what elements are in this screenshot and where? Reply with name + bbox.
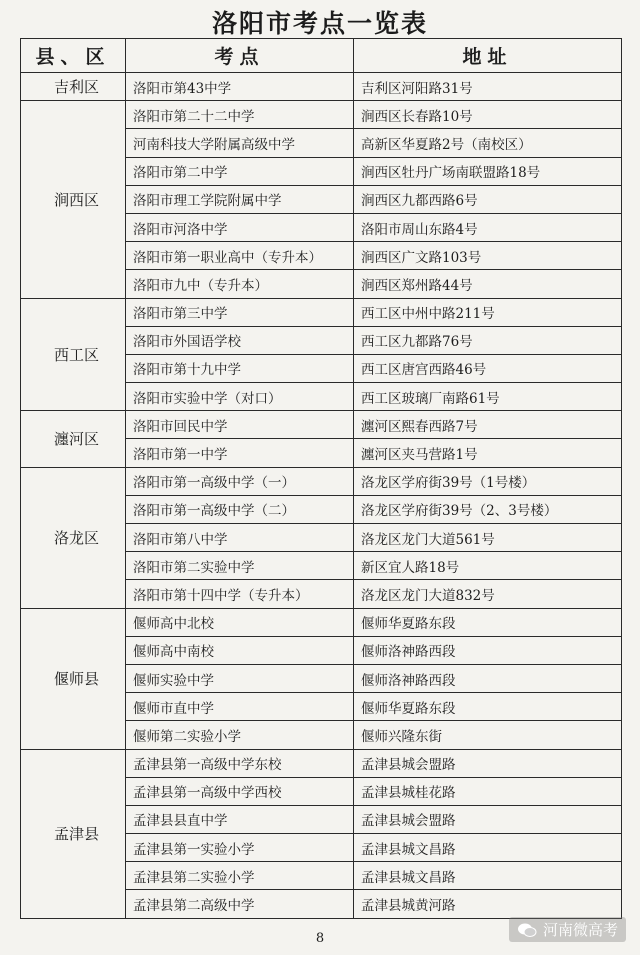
site-cell: 洛阳市第二中学 <box>126 157 354 185</box>
address-cell: 孟津县城文昌路 <box>354 834 622 862</box>
header-site: 考点 <box>126 39 354 73</box>
site-cell: 偃师第二实验小学 <box>126 721 354 749</box>
district-cell: 孟津县 <box>21 749 126 918</box>
address-cell: 西工区中州中路211号 <box>354 298 622 326</box>
site-cell: 洛阳市第43中学 <box>126 73 354 101</box>
table-row <box>21 101 622 129</box>
address-cell: 孟津县城文昌路 <box>354 862 622 890</box>
site-cell: 洛阳市河洛中学 <box>126 213 354 241</box>
page-number: 8 <box>315 931 325 946</box>
table-row <box>21 298 622 326</box>
address-cell: 偃师华夏路东段 <box>354 693 622 721</box>
address-cell: 瀍河区熙春西路7号 <box>354 411 622 439</box>
site-cell: 洛阳市第十九中学 <box>126 354 354 382</box>
address-cell: 孟津县城会盟路 <box>354 805 622 833</box>
address-cell: 西工区玻璃厂南路61号 <box>354 383 622 411</box>
address-cell: 涧西区广文路103号 <box>354 242 622 270</box>
exam-sites-table <box>20 38 622 919</box>
address-cell: 洛龙区学府街39号（1号楼） <box>354 467 622 495</box>
site-cell: 孟津县第一高级中学西校 <box>126 777 354 805</box>
table-row <box>21 749 622 777</box>
site-cell: 孟津县县直中学 <box>126 805 354 833</box>
district-cell: 洛龙区 <box>21 467 126 608</box>
address-cell: 偃师洛神路西段 <box>354 664 622 692</box>
site-cell: 洛阳市第一中学 <box>126 439 354 467</box>
header-district: 县、区 <box>21 39 126 73</box>
watermark-text: 河南微高考 <box>542 921 618 939</box>
address-cell: 洛阳市周山东路4号 <box>354 213 622 241</box>
site-cell: 洛阳市第二十二中学 <box>126 101 354 129</box>
address-cell: 涧西区九都西路6号 <box>354 185 622 213</box>
address-cell: 偃师兴隆东街 <box>354 721 622 749</box>
table-header-row <box>21 39 622 73</box>
header-address: 地址 <box>354 39 622 73</box>
address-cell: 孟津县城桂花路 <box>354 777 622 805</box>
address-cell: 偃师华夏路东段 <box>354 608 622 636</box>
site-cell: 孟津县第二高级中学 <box>126 890 354 918</box>
address-cell: 孟津县城会盟路 <box>354 749 622 777</box>
watermark <box>509 917 626 942</box>
site-cell: 洛阳市第十四中学（专升本） <box>126 580 354 608</box>
table-row <box>21 467 622 495</box>
site-cell: 偃师实验中学 <box>126 664 354 692</box>
site-cell: 洛阳市九中（专升本） <box>126 270 354 298</box>
address-cell: 孟津县城黄河路 <box>354 890 622 918</box>
site-cell: 偃师市直中学 <box>126 693 354 721</box>
site-cell: 洛阳市理工学院附属中学 <box>126 185 354 213</box>
address-cell: 西工区九都路76号 <box>354 326 622 354</box>
site-cell: 偃师高中北校 <box>126 608 354 636</box>
wechat-icon <box>517 922 537 938</box>
address-cell: 涧西区郑州路44号 <box>354 270 622 298</box>
table-row <box>21 73 622 101</box>
site-cell: 洛阳市第三中学 <box>126 298 354 326</box>
site-cell: 洛阳市实验中学（对口） <box>126 383 354 411</box>
site-cell: 洛阳市第一高级中学（二） <box>126 495 354 523</box>
site-cell: 洛阳市第二实验中学 <box>126 552 354 580</box>
site-cell: 洛阳市回民中学 <box>126 411 354 439</box>
table-row <box>21 608 622 636</box>
district-cell: 吉利区 <box>21 73 126 101</box>
address-cell: 新区宜人路18号 <box>354 552 622 580</box>
site-cell: 孟津县第一高级中学东校 <box>126 749 354 777</box>
district-cell: 涧西区 <box>21 101 126 298</box>
site-cell: 孟津县第二实验小学 <box>126 862 354 890</box>
address-cell: 涧西区长春路10号 <box>354 101 622 129</box>
address-cell: 高新区华夏路2号（南校区） <box>354 129 622 157</box>
site-cell: 洛阳市第一高级中学（一） <box>126 467 354 495</box>
site-cell: 洛阳市第八中学 <box>126 524 354 552</box>
site-cell: 孟津县第一实验小学 <box>126 834 354 862</box>
address-cell: 西工区唐宫西路46号 <box>354 354 622 382</box>
address-cell: 涧西区牡丹广场南联盟路18号 <box>354 157 622 185</box>
table-row <box>21 411 622 439</box>
site-cell: 偃师高中南校 <box>126 636 354 664</box>
table-body <box>21 73 622 919</box>
address-cell: 偃师洛神路西段 <box>354 636 622 664</box>
address-cell: 吉利区河阳路31号 <box>354 73 622 101</box>
district-cell: 偃师县 <box>21 608 126 749</box>
district-cell: 瀍河区 <box>21 411 126 467</box>
district-cell: 西工区 <box>21 298 126 411</box>
address-cell: 洛龙区龙门大道832号 <box>354 580 622 608</box>
page-title: 洛阳市考点一览表 <box>211 9 428 38</box>
site-cell: 河南科技大学附属高级中学 <box>126 129 354 157</box>
address-cell: 洛龙区学府街39号（2、3号楼） <box>354 495 622 523</box>
address-cell: 洛龙区龙门大道561号 <box>354 524 622 552</box>
site-cell: 洛阳市外国语学校 <box>126 326 354 354</box>
address-cell: 瀍河区夹马营路1号 <box>354 439 622 467</box>
site-cell: 洛阳市第一职业高中（专升本） <box>126 242 354 270</box>
